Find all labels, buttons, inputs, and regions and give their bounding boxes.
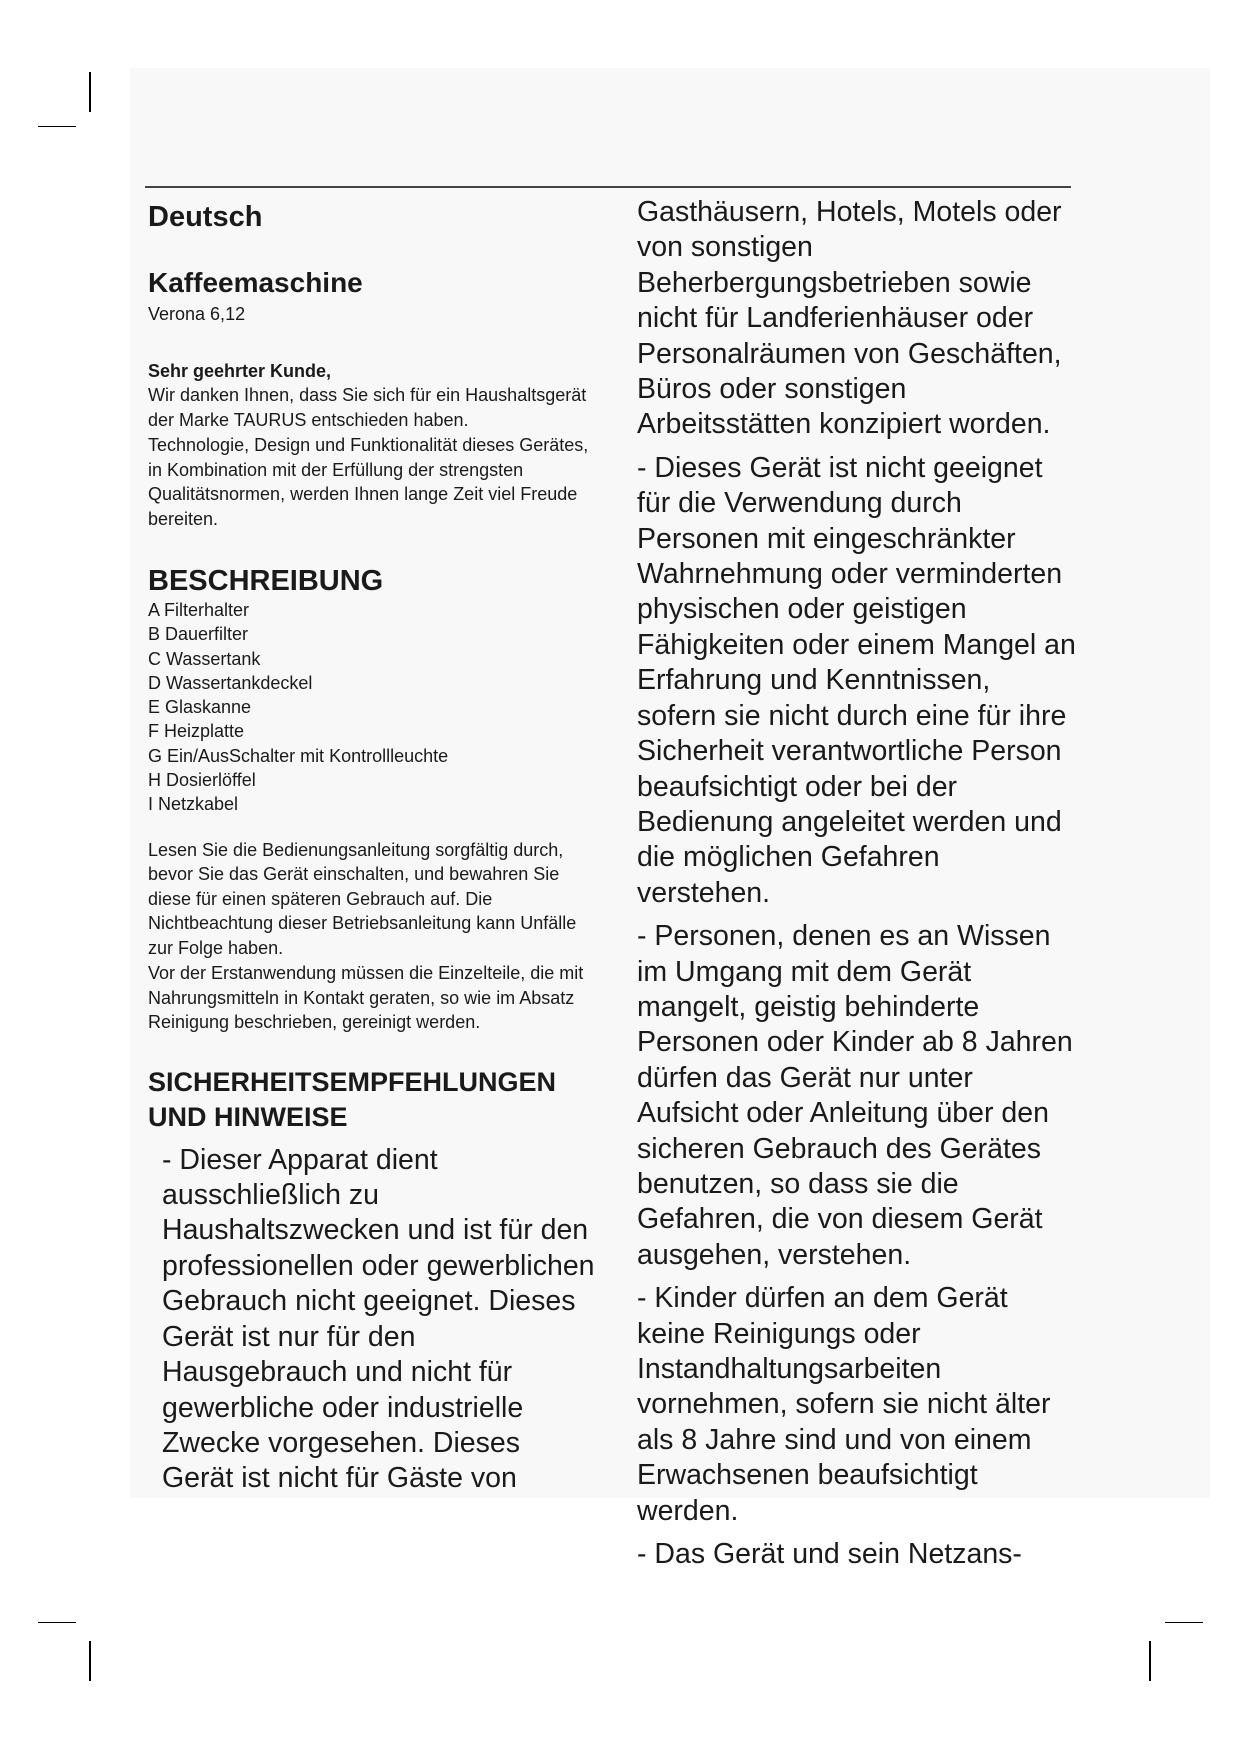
safety-bullet-continued: Gasthäusern, Hotels, Motels oder von sonstigen Beherbergungsbetrieben sowie nicht für Landferienhäuser oder Personalräumen von Geschäften, Büros oder sonstigen Arbeitsstätten konzipiert worden. — [637, 196, 1062, 441]
parts-list — [148, 598, 598, 817]
salutation: Sehr geehrter Kunde, — [148, 361, 332, 381]
intro-paragraph: Technologie, Design und Funktionalität dieses Gerätes, in Kombination mit der Erfüllung der strengsten Qualitätsnormen, werden Ihnen lange Zeit viel Freude bereiten. — [148, 435, 589, 529]
instructions-paragraph: Lesen Sie die Bedienungsanleitung sorgfältig durch, bevor Sie das Gerät einschalten, und bewahren Sie diese für einen späteren Gebrauch auf. Die Nichtbeachtung dieser Betriebsanleitung kann Unfälle zur Folge haben. — [148, 839, 577, 958]
list-item: H Dosierlöffel — [148, 770, 256, 791]
list-item: I Netzkabel — [148, 794, 239, 815]
safety-bullet: - Dieses Gerät ist nicht geeignet für die Verwendung durch Personen mit eingeschränkter Wahrnehmung oder verminderten physischen oder geistigen Fähigkeiten oder einem Mangel an Erfahrung und Kenntnissen, sofern sie nicht durch eine für ihre Sicherheit verantwortliche Person beaufsichtigt oder bei der Bedienung angeleitet werden und die möglichen Gefahren verstehen. — [637, 451, 1076, 909]
list-item: A Filterhalter — [148, 600, 250, 620]
crop-mark — [38, 126, 76, 127]
crop-mark — [89, 1641, 91, 1681]
description-heading: BESCHREIBUNG — [148, 565, 384, 597]
list-item: C Wassertank — [148, 648, 261, 669]
right-column — [637, 195, 1077, 1572]
crop-mark — [1165, 1622, 1203, 1623]
product-title: Kaffeemaschine — [148, 267, 363, 298]
header-rule — [145, 186, 1071, 188]
model-name: Verona 6,12 — [148, 304, 246, 324]
safety-bullet: - Personen, denen es an Wissen im Umgang mit dem Gerät mangelt, geistig behinderte Personen oder Kinder ab 8 Jahren dürfen das Gerät nur unter Aufsicht oder Anleitung über den sicheren Gebrauch des Gerätes benutzen, so dass sie die Gefahren, die von diesem Gerät ausgehen, verstehen. — [637, 920, 1073, 1271]
list-item: G Ein/AusSchalter mit Kontrollleuchte — [148, 745, 449, 766]
safety-bullet: - Dieser Apparat dient ausschließlich zu Haushaltszwecken und ist für den professionellen oder gewerblichen Gebrauch nicht geeignet. Dieses Gerät ist nur für den Hausgebrauch und nicht für gewerbliche oder industrielle Zwecke vorgesehen. Dieses Gerät ist nicht für Gäste von — [162, 1143, 595, 1495]
left-column — [148, 195, 598, 1497]
language-heading: Deutsch — [148, 201, 263, 233]
list-item: F Heizplatte — [148, 721, 245, 742]
crop-mark — [89, 72, 91, 112]
crop-mark — [38, 1622, 76, 1623]
safety-bullet: - Das Gerät und sein Netzans- — [637, 1538, 1022, 1571]
intro-paragraph: Wir danken Ihnen, dass Sie sich für ein Haushaltsgerät der Marke TAURUS entschieden haben. — [148, 385, 587, 430]
crop-mark — [1149, 1641, 1151, 1681]
safety-bullet: - Kinder dürfen an dem Gerät keine Reinigungs oder Instandhaltungsarbeiten vornehmen, sofern sie nicht älter als 8 Jahre sind und von einem Erwachsenen beaufsichtigt werden. — [637, 1282, 1051, 1527]
instructions-paragraph: Vor der Erstanwendung müssen die Einzelteile, die mit Nahrungsmitteln in Kontakt geraten, so wie im Absatz Reinigung beschrieben, gereinigt werden. — [148, 963, 584, 1033]
list-item: E Glaskanne — [148, 697, 252, 718]
list-item: D Wassertankdeckel — [148, 672, 313, 693]
safety-heading: SICHERHEITSEMPFEHLUNGEN UND HINWEISE — [148, 1066, 557, 1132]
list-item: B Dauerfilter — [148, 624, 249, 645]
